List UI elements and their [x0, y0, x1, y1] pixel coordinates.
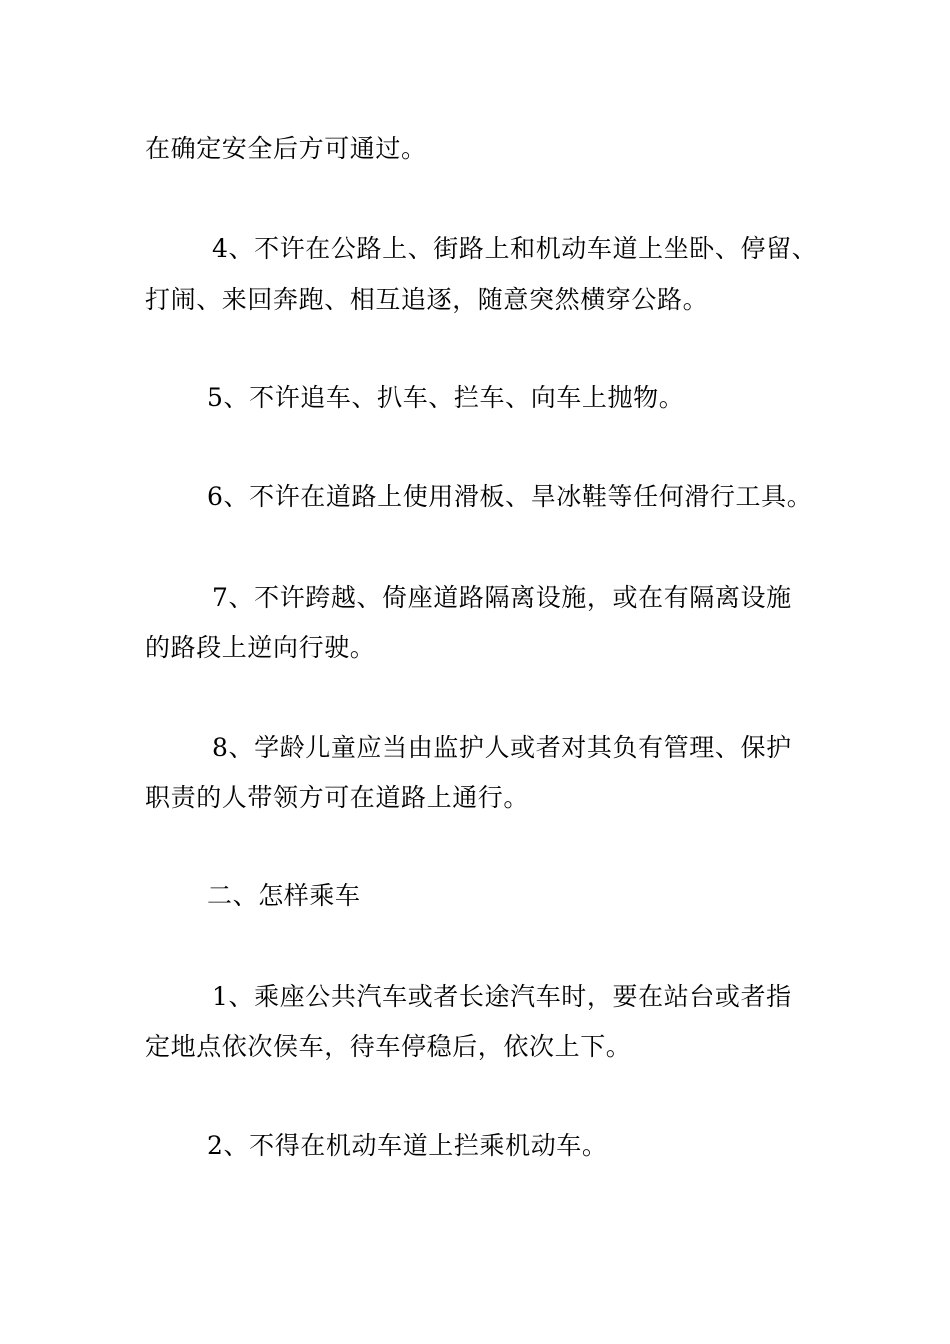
section-heading: 二、怎样乘车	[207, 881, 361, 910]
paragraph-line: 4、不许在公路上、街路上和机动车道上坐卧、停留、	[212, 234, 818, 263]
paragraph-line: 职责的人带领方可在道路上通行。	[145, 783, 530, 812]
paragraph-line: 8、学龄儿童应当由监护人或者对其负有管理、保护	[212, 733, 792, 762]
paragraph-line: 定地点依次侯车，待车停稳后，依次上下。	[145, 1032, 632, 1061]
paragraph-line: 1、乘座公共汽车或者长途汽车时，要在站台或者指	[212, 982, 792, 1011]
paragraph-line: 7、不许跨越、倚座道路隔离设施，或在有隔离设施	[212, 583, 792, 612]
paragraph-line: 的路段上逆向行驶。	[145, 633, 376, 662]
paragraph-line: 在确定安全后方可通过。	[145, 134, 427, 163]
paragraph-line: 打闹、来回奔跑、相互追逐，随意突然横穿公路。	[145, 285, 709, 314]
paragraph-line: 6、不许在道路上使用滑板、旱冰鞋等任何滑行工具。	[207, 482, 813, 511]
paragraph-line: 2、不得在机动车道上拦乘机动车。	[207, 1131, 608, 1160]
paragraph-line: 5、不许追车、扒车、拦车、向车上抛物。	[207, 383, 685, 412]
